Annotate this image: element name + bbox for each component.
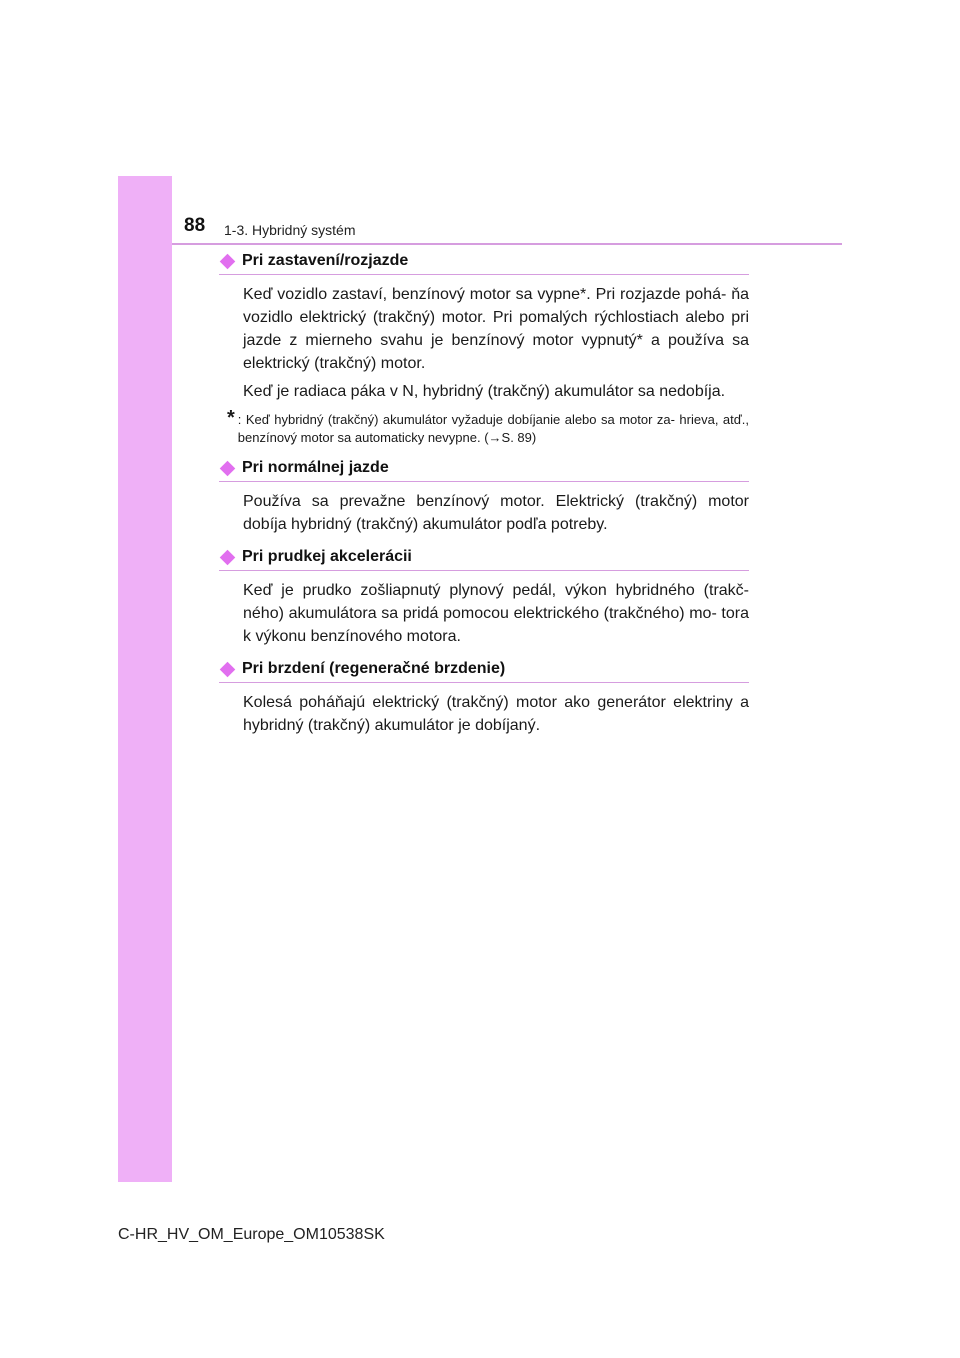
footnote — [227, 407, 749, 447]
footnote-asterisk: * — [227, 407, 235, 429]
diamond-bullet-icon — [220, 549, 236, 565]
heading-text: Pri normálnej jazde — [242, 459, 389, 476]
diamond-bullet-icon — [220, 460, 236, 476]
body-paragraph: Používa sa prevažne benzínový motor. Elektrický (trakčný) motor dobíja hybridný (trakčný) akumulátor podľa potreby. — [243, 493, 749, 533]
header-divider — [172, 243, 842, 245]
heading-text: Pri zastavení/rozjazde — [242, 252, 409, 269]
body-paragraph: Kolesá poháňajú elektrický (trakčný) motor ako generátor elektriny a hybridný (trakčný) akumulátor je dobíjaný. — [243, 694, 749, 734]
body-paragraph: Keď je prudko zošliapnutý plynový pedál, výkon hybridného (trakč- ného) akumulátora sa pridá pomocou elektrického (trakčného) mo- tora k výkonu benzínového motora. — [243, 582, 749, 645]
page-number: 88 — [184, 215, 206, 236]
heading-text: Pri prudkej akcelerácii — [242, 548, 412, 565]
diamond-bullet-icon — [220, 661, 236, 677]
section-heading-normal-driving — [219, 459, 749, 482]
body-paragraph: Keď vozidlo zastaví, benzínový motor sa vypne*. Pri rozjazde pohá- ňa vozidlo elektrický (trakčný) motor. Pri pomalých rýchlostiach alebo pri jazde z mierneho svahu je benzínový motor vypnutý* a používa sa elektrický (trakčný) motor. — [243, 286, 749, 372]
diamond-bullet-icon — [220, 253, 236, 269]
section-heading-braking — [219, 660, 749, 683]
document-id-footer: C-HR_HV_OM_Europe_OM10538SK — [118, 1226, 385, 1243]
footnote-text: : Keď hybridný (trakčný) akumulátor vyžaduje dobíjanie alebo sa motor za- hrieva, atď., benzínový motor sa automaticky nevypne. (→S. 89) — [237, 412, 749, 445]
heading-text: Pri brzdení (regeneračné brzdenie) — [242, 660, 506, 677]
page-content — [219, 252, 749, 737]
chapter-sidebar-tab — [118, 176, 172, 1182]
body-paragraph: Keď je radiaca páka v N, hybridný (trakčný) akumulátor sa nedobíja. — [243, 383, 726, 400]
section-title: 1-3. Hybridný systém — [224, 222, 356, 238]
section-heading-acceleration — [219, 548, 749, 571]
section-heading-stop-start — [219, 252, 749, 275]
